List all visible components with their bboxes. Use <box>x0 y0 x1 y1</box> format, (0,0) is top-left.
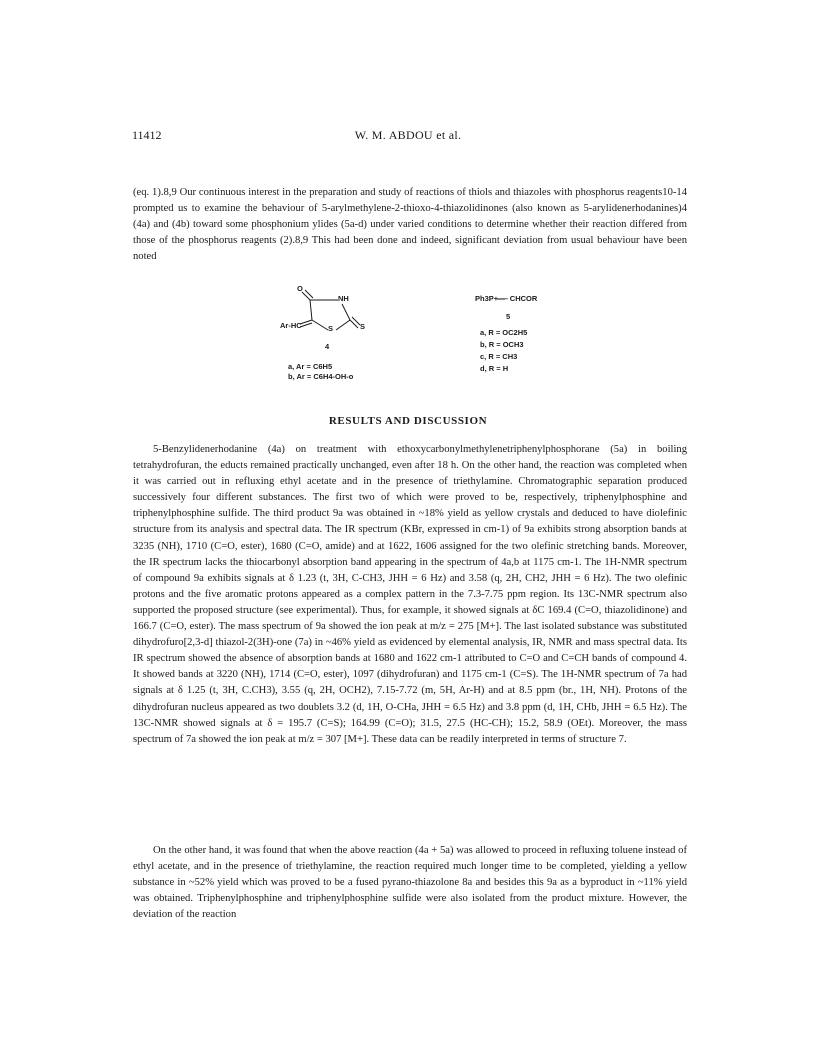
section-heading: RESULTS AND DISCUSSION <box>328 415 488 427</box>
compound-4-number: 4 <box>325 342 330 351</box>
atom-sulfur-ring: S <box>328 324 334 333</box>
substituent-ar-hc: Ar-HC <box>280 321 302 330</box>
compound-4b-definition: b, Ar = C6H4-OH-o <box>288 372 354 381</box>
compound-5c-definition: c, R = CH3 <box>480 352 518 361</box>
atom-nh: NH <box>338 294 349 303</box>
compound-5a-definition: a, R = OC2H5 <box>480 328 528 337</box>
ylide-formula: Ph3P+ — CHCOR <box>475 294 538 303</box>
paragraph-1: (eq. 1).8,9 Our continuous interest in the preparation and study of reactions of thiols and thiazoles with phosphorus reagents10-14 prompted us to examine the behaviour of 5-arylmethylene-2-thioxo-4-thiazolidinones (also known as 5-arylidenerhodanines)4 (4a) and (4b) toward some phosphonium ylides (5a-d) under varied conditions to determine whether their reaction differed from those of the phosphorus reagents (2).8,9 This had been done and indeed, significant deviation from usual behaviour have been noted <box>133 187 687 263</box>
compound-4a-definition: a, Ar = C6H5 <box>288 362 333 371</box>
page-header <box>0 128 816 146</box>
page-number: 11412 <box>132 128 162 142</box>
running-head: W. M. ABDOU et al. <box>354 128 462 142</box>
paragraph-toluene <box>133 843 687 923</box>
paragraph-results <box>133 442 687 748</box>
compound-5d-definition: d, R = H <box>480 364 509 373</box>
chemical-structures-figure <box>270 284 570 384</box>
paragraph-2: 5-Benzylidenerhodanine (4a) on treatment with ethoxycarbonylmethylenetriphenylphosphorane (5a) in boiling tetrahydrofuran, the educts remained practically unchanged, even after 18 h. On the other hand, the reaction was completed when it was carried out in refluxing ethyl acetate and in the presence of triethylamine. Chromatographic separation produced successively four different substances. The first two of which were proved to be, respectively, triphenylphosphine and triphenylphosphine sulfide. The third product 9a was obtained in ~18% yield as yellow crystals and deduced to have diolefinic structure from its analysis and spectral data. The IR spectrum (KBr, expressed in cm-1) of 9a exhibits strong absorption bands at 3235 (NH), 1710 (C=O, ester), 1680 (C=O, amide) and at 1622, 1606 assigned for the two olefinic stretching bands. Moreover, the IR spectrum lacks the thiocarbonyl absorption band appearing in the spectrum of 4a,b at 1175 cm-1. The 1H-NMR spectrum of compound 9a exhibits signals at δ 1.23 (t, 3H, C-CH3, JHH = 6 Hz) and 3.58 (q, 2H, CH2, JHH = 6 Hz). The two olefinic protons and the five aromatic protons appeared as a complex pattern in the 7.3-7.75 ppm region. Its 13C-NMR spectrum also supported the proposed structure (see experimental). Thus, for example, it showed signals at δC 169.4 (C=O, thiazolidinone) and 166.7 (C=O, ester). The mass spectrum of 9a showed the ion peak at m/z = 275 [M+]. The last isolated substance was substituted dihydrofuro[2,3-d] thiazol-2(3H)-one (7a) in ~46% yield as evidenced by elemental analysis, IR, NMR and mass spectral data. Its IR spectrum showed the absence of absorption bands at 1680 and 1622 cm-1 attributed to C=O and C=CH bands of compound 4. It showed bands at 3220 (NH), 1714 (C=O, ester), 1097 (dihydrofuran) and 1175 cm-1 (C=S). The 1H-NMR spectrum of 7a had signals at δ 1.25 (t, 3H, C.CH3), 3.55 (q, 2H, OCH2), 7.15-7.72 (m, 5H, Ar-H) and at 8.5 ppm (br., 1H, NH). Protons of the dihydrofuran nucleus appeared as two doublets 3.2 (d, 1H, O-CHa, JHH = 6.5 Hz) and 3.8 ppm (d, 1H, CHb, JHH = 6.5 Hz). The 13C-NMR showed signals at δ = 195.7 (C=S); 164.99 (C=O); 31.5, 27.5 (HC-CH); 15.2, 58.9 (OEt). Moreover, the mass spectrum of 7a showed the ion peak at m/z = 307 [M+]. These data can be readily interpreted in terms of structure 7. <box>133 444 687 745</box>
compound-5b-definition: b, R = OCH3 <box>480 340 524 349</box>
paragraph-intro <box>133 185 687 265</box>
compound-5-number: 5 <box>506 312 511 321</box>
atom-oxygen: O <box>297 284 303 293</box>
paragraph-3: On the other hand, it was found that when the above reaction (4a + 5a) was allowed to proceed in refluxing toluene instead of ethyl acetate, and in the presence of triethylamine, the reaction required much longer time to be completed, yielding a yellow substance in ~52% yield which was proved to be a fused pyrano-thiazolone 8a and besides this 9a as a byproduct in ~11% yield was obtained. Triphenylphosphine and triphenylphosphine sulfide were also isolated from the product mixture. However, the deviation of the reaction <box>133 845 687 921</box>
atom-sulfur-exo: S <box>360 322 366 331</box>
